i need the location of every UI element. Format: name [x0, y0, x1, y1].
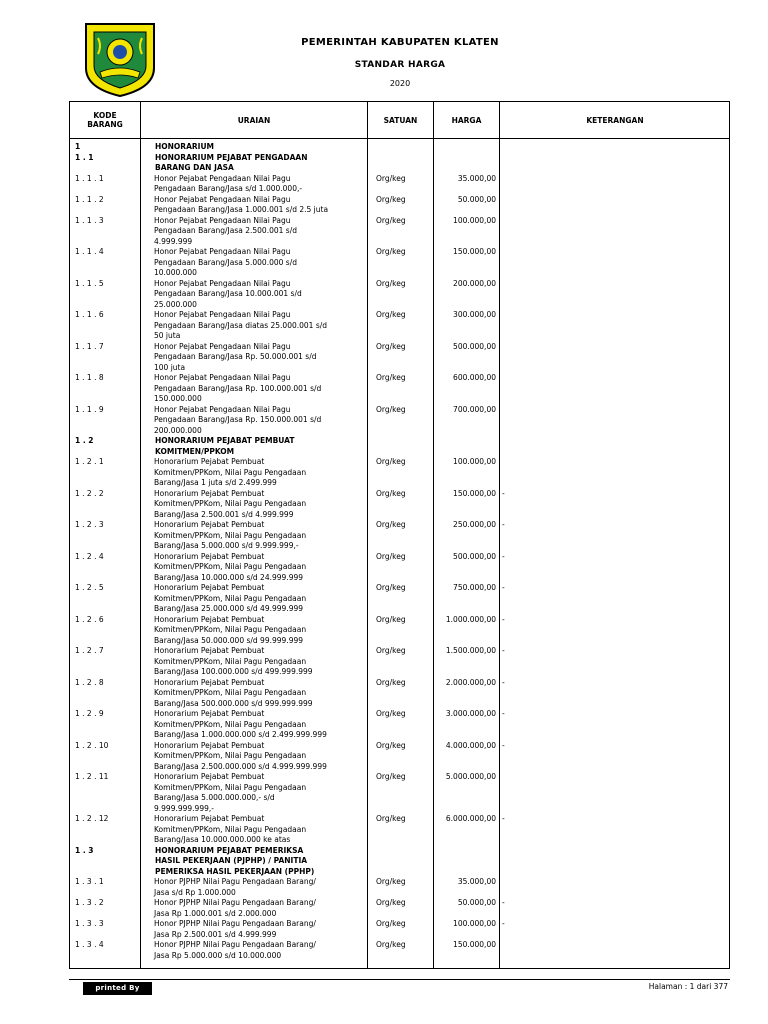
harga-cell: 600.000,00 [453, 373, 496, 382]
harga-cell: 700.000,00 [453, 404, 496, 414]
header-satuan: SATUAN [383, 115, 418, 125]
uraian-cell: Honor PJPHP Nilai Pagu Pengadaan Barang/ Jasa Rp 2.500.001 s/d 4.999.999 [154, 919, 316, 939]
column-divider [499, 102, 500, 968]
uraian-cell: Honorarium Pejabat Pembuat Komitmen/PPKom, Nilai Pagu Pengadaan Barang/Jasa 50.000.000 s/d 99.999.999 [154, 614, 307, 645]
keterangan-cell: - [502, 614, 505, 624]
kode-cell: 1 . 3 . 3 [75, 919, 104, 928]
kode-cell: 1 . 1 . 3 [75, 215, 104, 225]
harga-cell: 1.500.000,00 [445, 646, 496, 655]
keterangan-cell: - [502, 488, 505, 498]
keterangan-cell: - [502, 898, 505, 907]
kode-cell: 1 . 1 . 2 [75, 194, 104, 204]
uraian-cell: Honorarium Pejabat Pembuat Komitmen/PPKom, Nilai Pagu Pengadaan Barang/Jasa 1.000.000.000 s/d 2.499.999.999 [154, 709, 327, 739]
harga-cell: 150.000,00 [453, 488, 496, 498]
keterangan-cell: - [502, 551, 505, 561]
harga-cell: 5.000.000,00 [445, 772, 496, 781]
satuan-cell: Org/keg [376, 310, 406, 319]
satuan-cell: Org/keg [376, 814, 406, 823]
column-divider [140, 102, 141, 968]
kode-cell: 1 . 2 [75, 436, 94, 445]
harga-cell: 3.000.000,00 [445, 709, 496, 718]
satuan-cell: Org/keg [376, 583, 406, 592]
satuan-cell: Org/keg [376, 940, 406, 949]
header-keterangan: KETERANGAN [586, 115, 644, 125]
klaten-regency-emblem [80, 18, 160, 98]
uraian-cell: Honor Pejabat Pengadaan Nilai Pagu Pengadaan Barang/Jasa 5.000.000 s/d 10.000.000 [154, 247, 297, 277]
uraian-cell: Honorarium Pejabat Pembuat Komitmen/PPKom, Nilai Pagu Pengadaan Barang/Jasa 100.000.000 s/d 499.999.999 [154, 646, 313, 676]
kode-cell: 1 . 2 . 11 [75, 772, 109, 781]
harga-cell: 100.000,00 [453, 457, 496, 466]
kode-cell: 1 . 2 . 8 [75, 677, 104, 687]
keterangan-cell: - [502, 677, 505, 687]
uraian-cell: Honorarium Pejabat Pembuat Komitmen/PPKom, Nilai Pagu Pengadaan Barang/Jasa 25.000.000 s/d 49.999.999 [154, 583, 307, 613]
uraian-cell: HONORARIUM [155, 142, 215, 151]
harga-cell: 500.000,00 [453, 551, 496, 561]
harga-cell: 6.000.000,00 [445, 814, 496, 823]
uraian-cell: Honorarium Pejabat Pembuat Komitmen/PPKom, Nilai Pagu Pengadaan Barang/Jasa 2.500.001 s/d 4.999.999 [154, 488, 307, 519]
uraian-cell: HONORARIUM PEJABAT PEMBUAT KOMITMEN/PPKOM [155, 436, 295, 456]
uraian-cell: Honor Pejabat Pengadaan Nilai Pagu Pengadaan Barang/Jasa Rp. 150.000.001 s/d 200.000.000 [154, 404, 322, 435]
kode-cell: 1 . 2 . 4 [75, 551, 104, 561]
satuan-cell: Org/keg [376, 278, 406, 288]
kode-cell: 1 . 3 . 2 [75, 898, 104, 907]
satuan-cell: Org/keg [376, 677, 406, 687]
kode-cell: 1 . 3 [75, 845, 94, 855]
uraian-cell: HONORARIUM PEJABAT PEMERIKSA HASIL PEKERJAAN (PJPHP) / PANITIA PEMERIKSA HASIL PEKERJAAN (PPHP) [155, 845, 315, 876]
satuan-cell: Org/keg [376, 709, 406, 718]
satuan-cell: Org/keg [376, 373, 406, 382]
satuan-cell: Org/keg [376, 488, 406, 498]
header-kode-barang: KODE BARANG [87, 111, 123, 129]
kode-cell: 1 . 2 . 3 [75, 520, 104, 529]
satuan-cell: Org/keg [376, 919, 406, 928]
header-uraian: URAIAN [237, 115, 271, 125]
satuan-cell: Org/keg [376, 614, 406, 624]
page-number: Halaman : 1 dari 377 [648, 982, 728, 991]
harga-cell: 750.000,00 [453, 583, 496, 592]
kode-cell: 1 . 2 . 12 [75, 814, 109, 823]
harga-cell: 500.000,00 [453, 341, 496, 351]
kode-cell: 1 . 2 . 10 [75, 740, 109, 750]
kode-cell: 1 . 2 . 7 [75, 646, 104, 655]
harga-cell: 50.000,00 [457, 194, 496, 204]
keterangan-cell: - [502, 740, 505, 750]
satuan-cell: Org/keg [376, 404, 406, 414]
harga-cell: 35.000,00 [457, 877, 496, 886]
uraian-cell: Honorarium Pejabat Pembuat Komitmen/PPKom, Nilai Pagu Pengadaan Barang/Jasa 1 juta s/d 2.499.999 [154, 457, 307, 487]
harga-cell: 300.000,00 [453, 310, 496, 319]
keterangan-cell: - [502, 814, 505, 823]
keterangan-cell: - [502, 646, 505, 655]
harga-cell: 100.000,00 [453, 215, 496, 225]
satuan-cell: Org/keg [376, 520, 406, 529]
uraian-cell: Honorarium Pejabat Pembuat Komitmen/PPKom, Nilai Pagu Pengadaan Barang/Jasa 2.500.000.000 s/d 4.999.999.999 [154, 740, 327, 771]
uraian-cell: Honorarium Pejabat Pembuat Komitmen/PPKom, Nilai Pagu Pengadaan Barang/Jasa 500.000.000 s/d 999.999.999 [154, 677, 313, 708]
uraian-cell: Honor PJPHP Nilai Pagu Pengadaan Barang/ Jasa Rp 1.000.001 s/d 2.000.000 [154, 898, 316, 918]
harga-cell: 200.000,00 [453, 278, 496, 288]
uraian-cell: Honor Pejabat Pengadaan Nilai Pagu Pengadaan Barang/Jasa 10.000.001 s/d 25.000.000 [154, 278, 302, 309]
kode-cell: 1 . 1 . 1 [75, 173, 104, 183]
harga-cell: 150.000,00 [453, 940, 496, 949]
harga-cell: 35.000,00 [457, 173, 496, 183]
kode-cell: 1 . 2 . 9 [75, 709, 104, 718]
satuan-cell: Org/keg [376, 551, 406, 561]
kode-cell: 1 . 1 . 5 [75, 278, 104, 288]
document-title: PEMERINTAH KABUPATEN KLATEN [301, 37, 499, 48]
satuan-cell: Org/keg [376, 877, 406, 886]
uraian-cell: Honor Pejabat Pengadaan Nilai Pagu Pengadaan Barang/Jasa Rp. 50.000.001 s/d 100 juta [154, 341, 317, 372]
uraian-cell: Honor Pejabat Pengadaan Nilai Pagu Pengadaan Barang/Jasa diatas 25.000.001 s/d 50 juta [154, 310, 328, 340]
kode-cell: 1 . 2 . 2 [75, 488, 104, 498]
uraian-cell: Honorarium Pejabat Pembuat Komitmen/PPKom, Nilai Pagu Pengadaan Barang/Jasa 5.000.000 s/d 9.999.999,- [154, 520, 307, 550]
satuan-cell: Org/keg [376, 898, 406, 907]
kode-cell: 1 . 1 . 9 [75, 404, 104, 414]
uraian-cell: HONORARIUM PEJABAT PENGADAAN BARANG DAN JASA [155, 152, 308, 172]
document-subtitle: STANDAR HARGA [354, 60, 446, 70]
satuan-cell: Org/keg [376, 173, 406, 183]
header-harga: HARGA [451, 115, 482, 125]
price-table [69, 101, 730, 969]
column-divider [367, 102, 368, 968]
uraian-cell: Honor Pejabat Pengadaan Nilai Pagu Pengadaan Barang/Jasa 1.000.001 s/d 2.5 juta [154, 194, 329, 214]
document-year: 2020 [389, 79, 411, 88]
printed-by-badge: printed By SimDA [83, 982, 152, 995]
uraian-cell: Honor PJPHP Nilai Pagu Pengadaan Barang/ Jasa s/d Rp 1.000.000 [154, 877, 316, 897]
harga-cell: 4.000.000,00 [445, 740, 496, 750]
satuan-cell: Org/keg [376, 341, 406, 351]
footer-divider [69, 979, 730, 980]
kode-cell: 1 . 3 . 4 [75, 940, 104, 949]
kode-cell: 1 . 2 . 1 [75, 457, 104, 466]
kode-cell: 1 . 1 . 8 [75, 373, 104, 382]
kode-cell: 1 . 1 . 7 [75, 341, 104, 351]
uraian-cell: Honor Pejabat Pengadaan Nilai Pagu Pengadaan Barang/Jasa 2.500.001 s/d 4.999.999 [154, 215, 297, 246]
keterangan-cell: - [502, 520, 505, 529]
header-divider [70, 138, 729, 139]
satuan-cell: Org/keg [376, 194, 406, 204]
kode-cell: 1 . 1 . 6 [75, 310, 104, 319]
uraian-cell: Honorarium Pejabat Pembuat Komitmen/PPKom, Nilai Pagu Pengadaan Barang/Jasa 10.000.000 s/d 24.999.999 [154, 551, 307, 582]
uraian-cell: Honor PJPHP Nilai Pagu Pengadaan Barang/ Jasa Rp 5.000.000 s/d 10.000.000 [154, 940, 316, 960]
satuan-cell: Org/keg [376, 457, 406, 466]
uraian-cell: Honor Pejabat Pengadaan Nilai Pagu Pengadaan Barang/Jasa s/d 1.000.000,- [154, 173, 303, 193]
uraian-cell: Honor Pejabat Pengadaan Nilai Pagu Pengadaan Barang/Jasa Rp. 100.000.001 s/d 150.000.000 [154, 373, 322, 403]
harga-cell: 250.000,00 [453, 520, 496, 529]
harga-cell: 50.000,00 [457, 898, 496, 907]
keterangan-cell: - [502, 919, 505, 928]
kode-cell: 1 . 3 . 1 [75, 877, 104, 886]
harga-cell: 1.000.000,00 [445, 614, 496, 624]
satuan-cell: Org/keg [376, 646, 406, 655]
uraian-cell: Honorarium Pejabat Pembuat Komitmen/PPKom, Nilai Pagu Pengadaan Barang/Jasa 10.000.000.000 ke atas [154, 814, 307, 844]
keterangan-cell: - [502, 583, 505, 592]
harga-cell: 2.000.000,00 [445, 677, 496, 687]
kode-cell: 1 . 2 . 6 [75, 614, 104, 624]
kode-cell: 1 . 1 . 4 [75, 247, 104, 256]
kode-cell: 1 [75, 142, 81, 151]
harga-cell: 100.000,00 [453, 919, 496, 928]
satuan-cell: Org/keg [376, 215, 406, 225]
harga-cell: 150.000,00 [453, 247, 496, 256]
uraian-cell: Honorarium Pejabat Pembuat Komitmen/PPKom, Nilai Pagu Pengadaan Barang/Jasa 5.000.000.000,- s/d 9.999.999.999,- [154, 772, 307, 813]
keterangan-cell: - [502, 709, 505, 718]
kode-cell: 1 . 2 . 5 [75, 583, 104, 592]
satuan-cell: Org/keg [376, 247, 406, 256]
column-divider [433, 102, 434, 968]
kode-cell: 1 . 1 [75, 152, 94, 162]
satuan-cell: Org/keg [376, 740, 406, 750]
satuan-cell: Org/keg [376, 772, 406, 781]
